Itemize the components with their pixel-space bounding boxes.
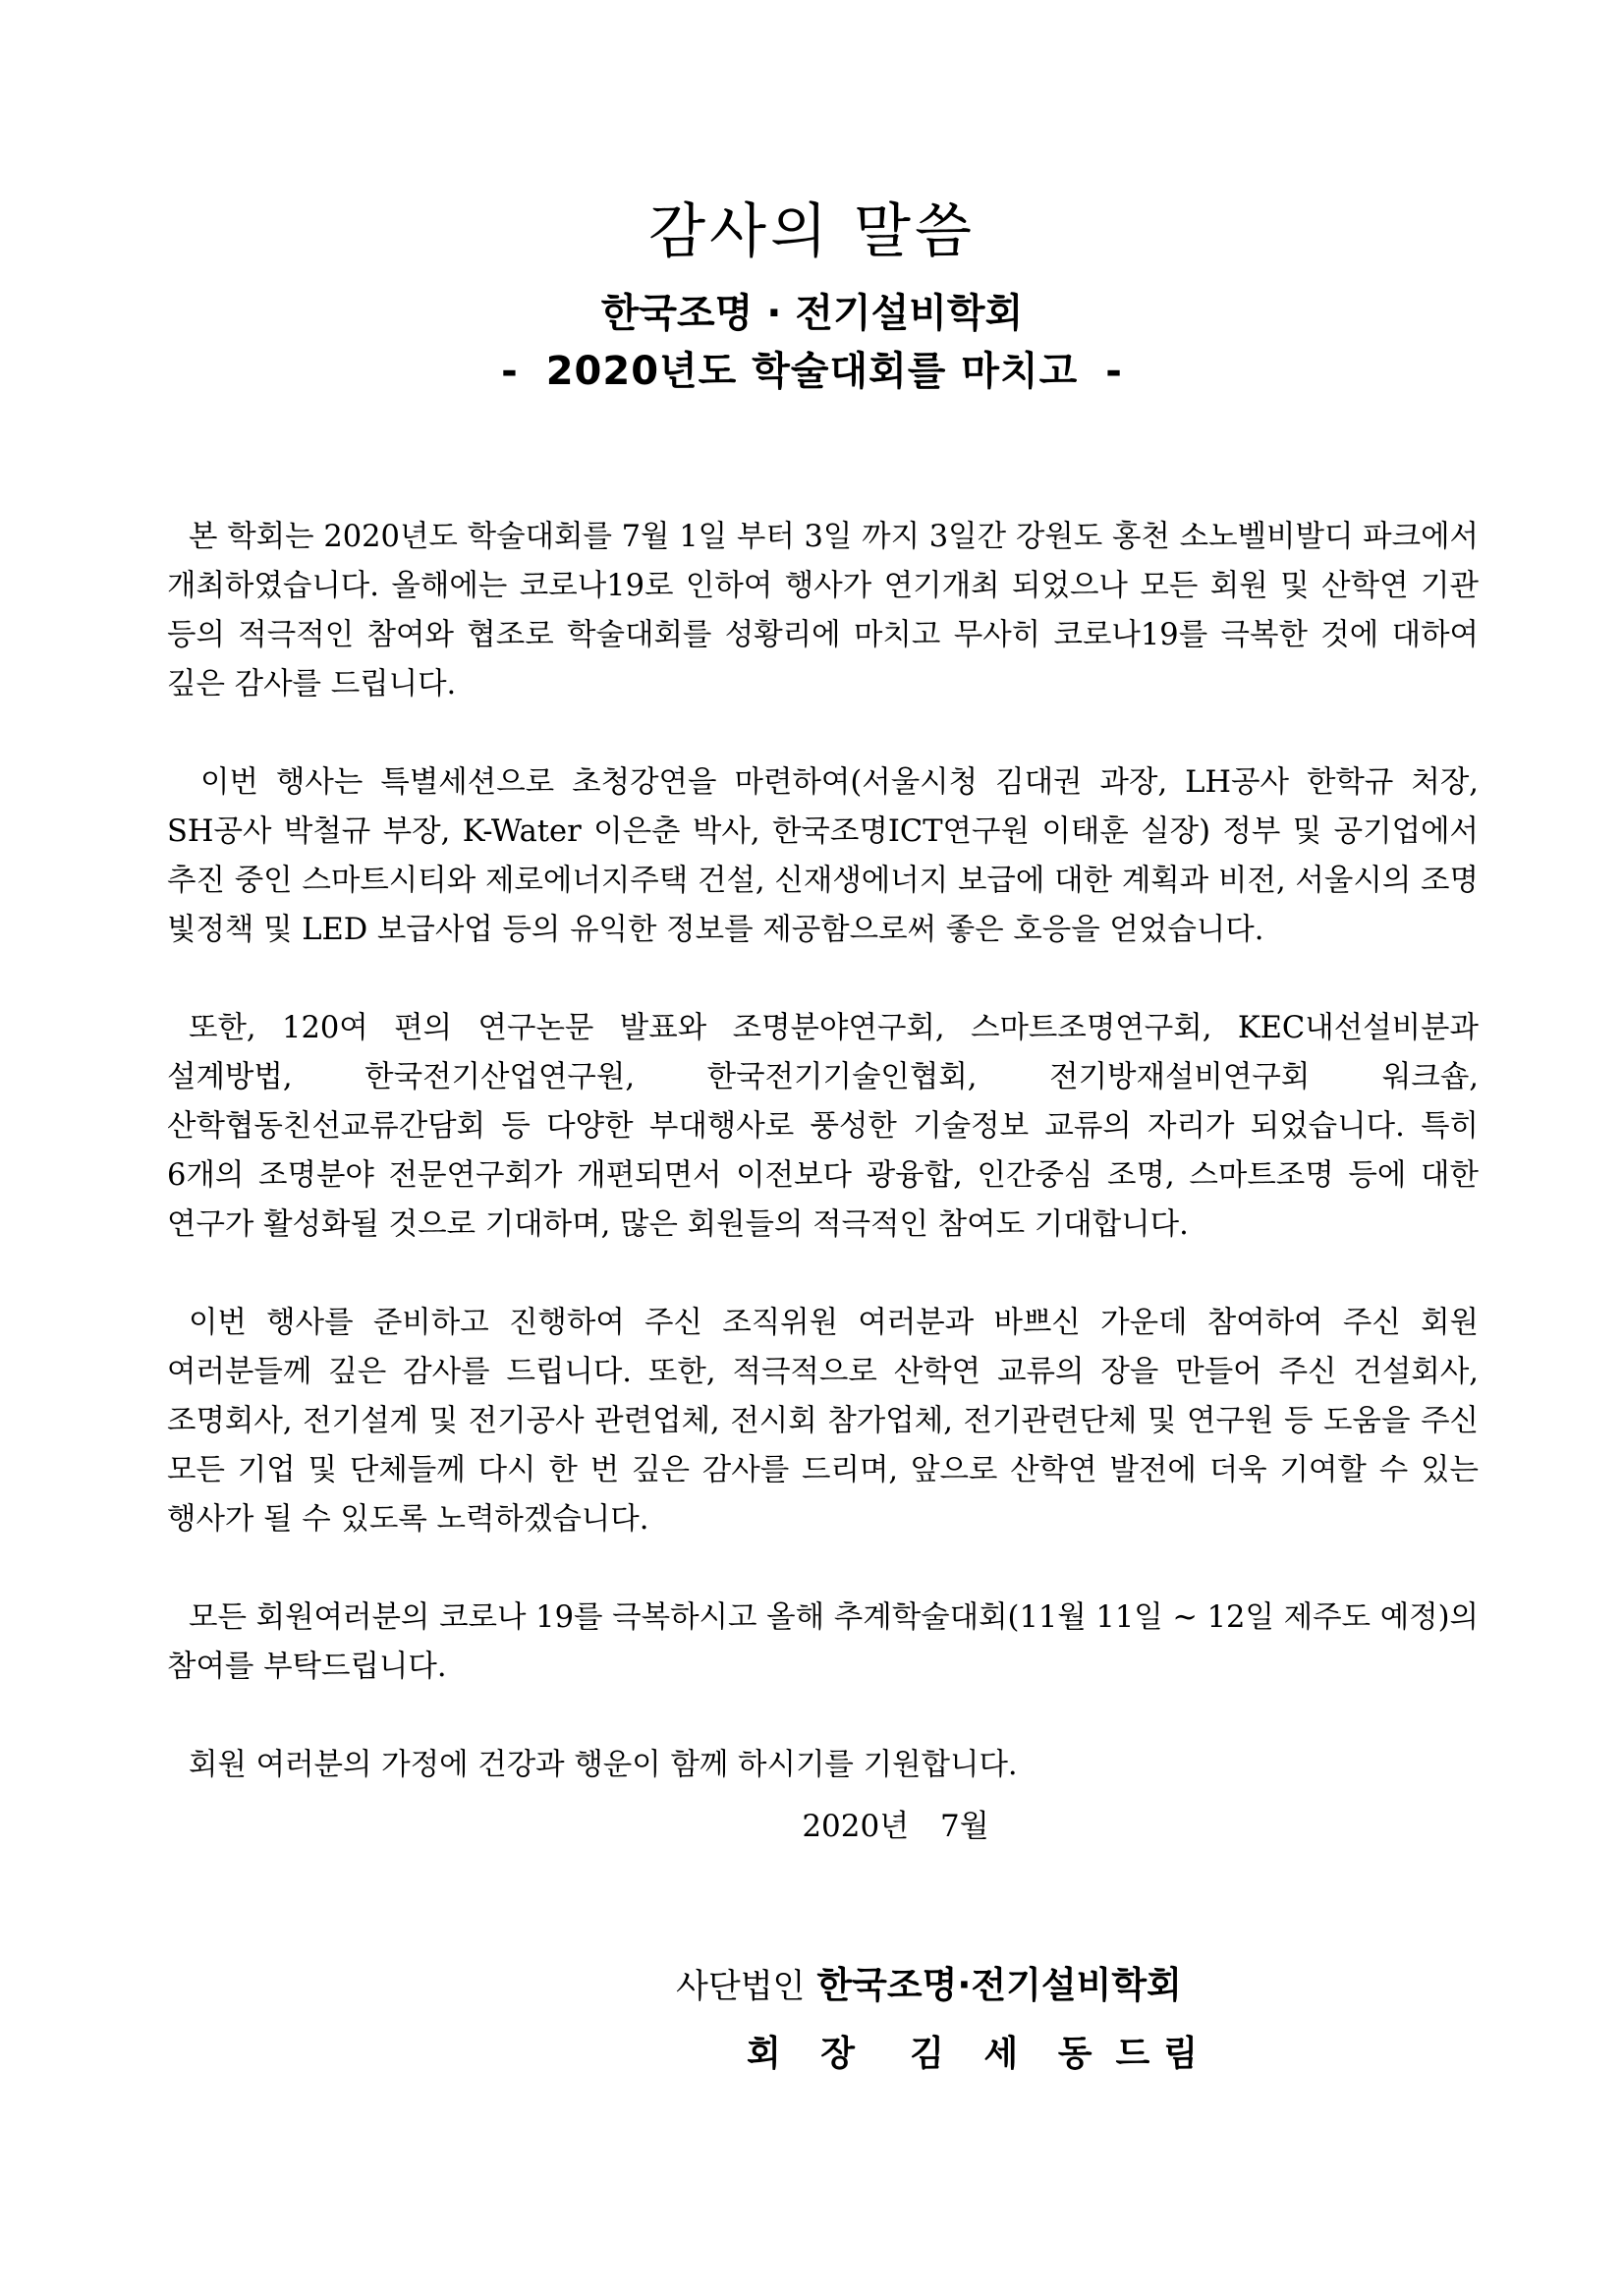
signer-name: 김 세 동 bbox=[910, 2034, 1106, 2074]
paragraph-closing-wish: 회원 여러분의 가정에 건강과 행운이 함께 하시기를 기원합니다. bbox=[189, 1748, 1018, 1782]
paragraph-side-events: 또한, 120여 편의 연구논문 발표와 조명분야연구회, 스마트조명연구회, KEC내선설비분과 설계방법, 한국전기산업연구원, 한국전기기술인협회, 전기방재설비연구회 워크숍, 산학협동친선교류간담회 등 다양한 부대행사로 풍성한 기술정보 교류의 자리가 되었습니다. 특히 6개의 조명분야 전문연구회가 개편되면서 이전보다 광융합, 인간중심 조명, 스마트조명 등에 대한 연구가 활성화될 것으로 기대하며, 많은 회원들의 적극적인 참여도 기대합니다. bbox=[167, 1011, 1479, 1242]
event-subtitle bbox=[0, 340, 1624, 396]
event-subtitle-text: 2020년도 학술대회를 마치고 bbox=[545, 349, 1079, 394]
letter-date bbox=[0, 1801, 1624, 1845]
paragraph-intro: 본 학회는 2020년도 학술대회를 7월 1일 부터 3일 까지 3일간 강원도 홍천 소노벨비발디 파크에서 개최하였습니다. 올해에는 코로나19로 인하여 행사가 연기개최 되었으나 모든 회원 및 산학연 기관 등의 적극적인 참여와 협조로 학술대회를 성황리에 마치고 무사히 코로나19를 극복한 것에 대하여 깊은 감사를 드립니다. bbox=[167, 520, 1479, 701]
page-title: 감사의 말씀 bbox=[648, 197, 976, 266]
paragraph-special-session: 이번 행사는 특별세션으로 초청강연을 마련하여(서울시청 김대권 과장, LH공사 한학규 처장, SH공사 박철규 부장, K-Water 이은춘 박사, 한국조명ICT연구원 이태훈 실장) 정부 및 공기업에서 추진 중인 스마트시티와 제로에너지주택 건설, 신재생에너지 보급에 대한 계획과 비전, 서울시의 조명 빛정책 및 LED 보급사업 등의 유익한 정보를 제공함으로써 좋은 호응을 얻었습니다. bbox=[167, 765, 1479, 947]
signature-signer bbox=[747, 2026, 1211, 2076]
paragraph-autumn-conference: 모든 회원여러분의 코로나 19를 극복하시고 올해 추계학술대회(11월 11일 ~ 12일 제주도 예정)의 참여를 부탁드립니다. bbox=[167, 1600, 1479, 1684]
subtitle-dash-left: - bbox=[501, 349, 519, 394]
signature-organization bbox=[676, 1955, 1182, 2008]
signer-suffix: 드림 bbox=[1115, 2034, 1212, 2074]
subtitle-dash-right: - bbox=[1105, 349, 1123, 394]
org-prefix: 사단법인 bbox=[676, 1967, 806, 2006]
signer-role: 회 장 bbox=[747, 2034, 869, 2074]
letter-body bbox=[167, 513, 1479, 1839]
organization-subtitle: 한국조명 · 전기설비학회 bbox=[600, 291, 1024, 336]
org-name: 한국조명·전기설비학회 bbox=[816, 1964, 1182, 2006]
date-text: 2020년 7월 bbox=[802, 1809, 989, 1844]
paragraph-thanks: 이번 행사를 준비하고 진행하여 주신 조직위원 여러분과 바쁘신 가운데 참여하여 주신 회원 여러분들께 깊은 감사를 드립니다. 또한, 적극적으로 산학연 교류의 장을 만들어 주신 건설회사, 조명회사, 전기설계 및 전기공사 관련업체, 전시회 참가업체, 전기관련단체 및 연구원 등 도움을 주신 모든 기업 및 단체들께 다시 한 번 깊은 감사를 드리며, 앞으로 산학연 발전에 더욱 기여할 수 있는 행사가 될 수 있도록 노력하겠습니다. bbox=[167, 1306, 1479, 1537]
